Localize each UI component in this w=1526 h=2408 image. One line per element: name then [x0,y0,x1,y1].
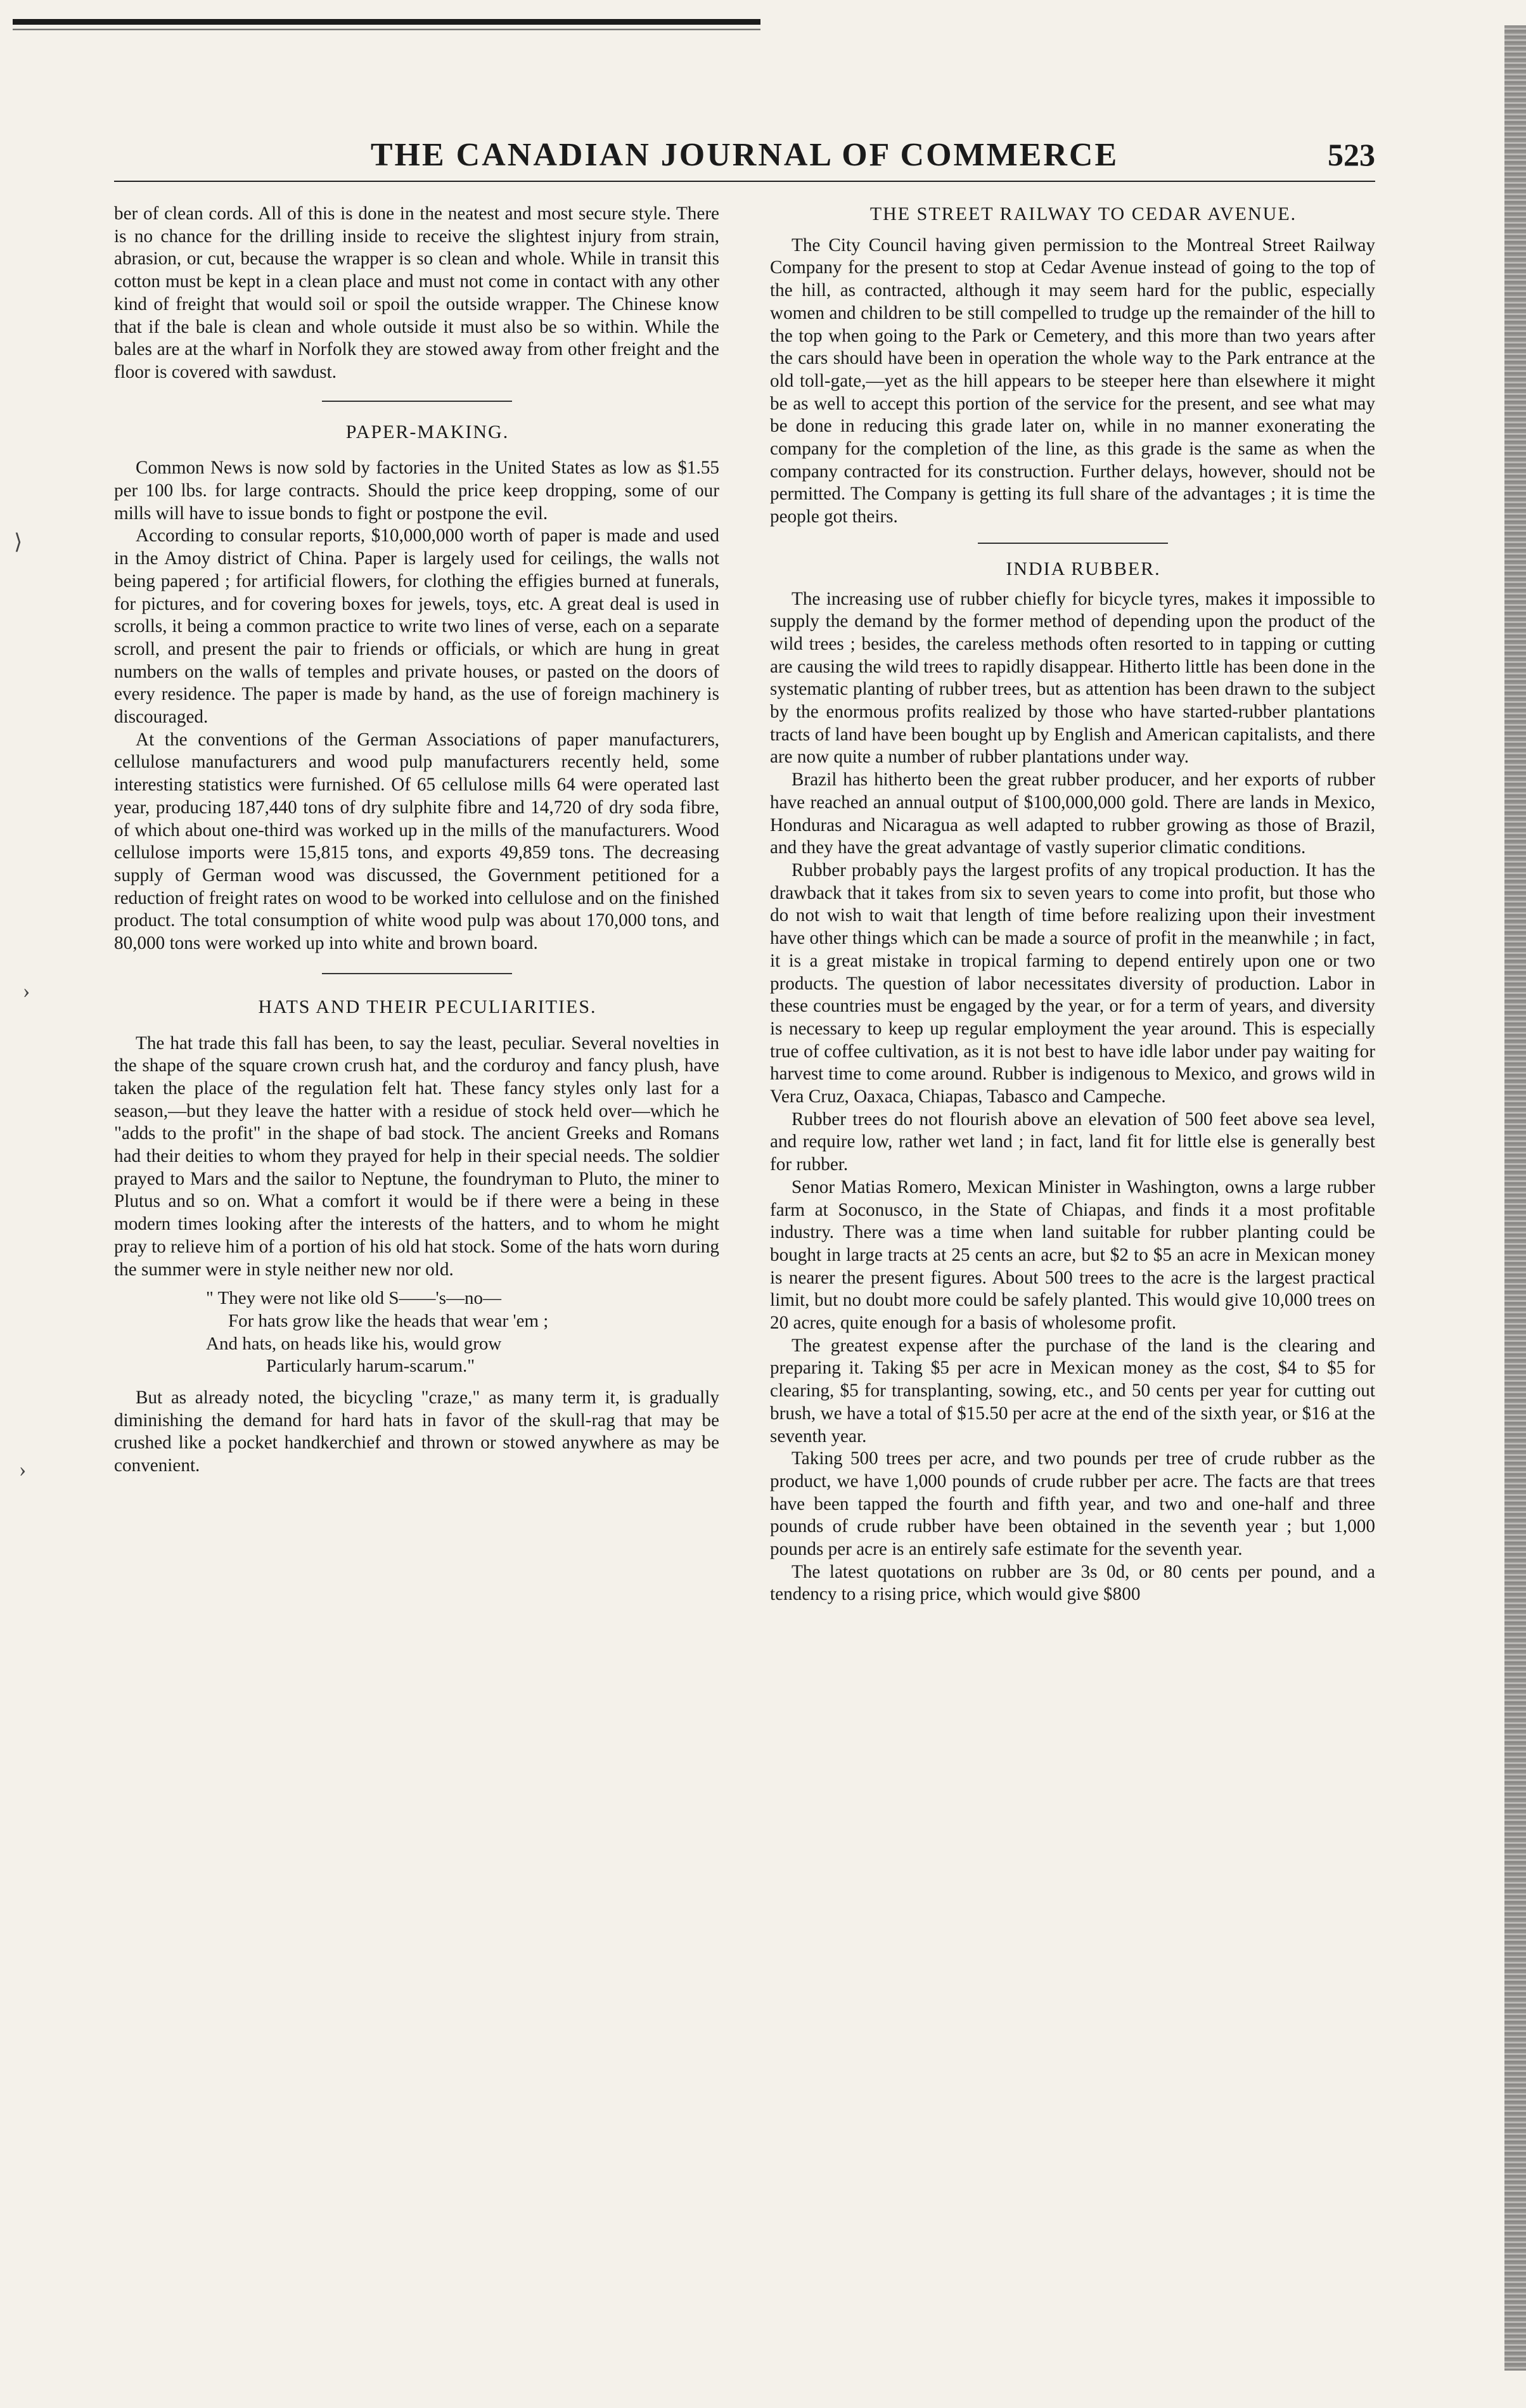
heading-india-rubber: INDIA RUBBER. [1006,558,1161,579]
poem [114,1287,719,1378]
page-header [114,136,1375,182]
heading-paper-making: PAPER-MAKING. [345,421,510,442]
paragraph: The increasing use of rubber chiefly for bicycle tyres, makes it impossible to supply the demand by the former method of depending upon the product of the wild trees ; besides, the careless methods often resorted to in tapping or cutting are causing the wild trees to rapidly disappear. Hitherto little has been done in the systematic planting of rubber trees, but as attention has been drawn to the subject by the enormous profits realized by those who have started-rubber plantations tracts of land have been bought up by English and American capitalists, and there are now quite a number of rubber plantations under way. [770,588,1375,768]
poem-line: And hats, on heads like his, would grow [206,1333,502,1354]
page-number: 523 [1328,137,1375,172]
paragraph: Rubber trees do not flourish above an elevation of 500 feet above sea level, and require low, rather wet land ; in fact, land fit for little else is generally best for rubber. [770,1109,1375,1175]
top-rule [13,19,760,33]
poem-line: Particularly harum-scarum." [266,1356,475,1377]
paragraph: Common News is now sold by factories in the United States as low as $1.55 per 100 lbs. for large contracts. Should the price keep dropping, some of our mills will have to issue bonds to fight or postpone the evil. [114,458,719,524]
poem-line: " They were not like old S——'s—no— [206,1288,501,1309]
paragraph: The latest quotations on rubber are 3s 0d, or 80 cents per pound, and a tendency to a rising price, which would give $800 [770,1561,1375,1605]
margin-mark: › [19,1458,27,1481]
poem-line: For hats grow like the heads that wear 'em ; [228,1310,549,1331]
margin-mark: › [23,979,30,1003]
paragraph: But as already noted, the bicycling "craze," as many term it, is gradually diminishing the demand for hard hats in favor of the skull-rag that may be crushed like a pocket handkerchief and thrown or stowed anywhere as may be convenient. [114,1387,719,1476]
binding-edge [1504,25,1526,2371]
paragraph: Rubber probably pays the largest profits of any tropical production. It has the drawback that it takes from six to seven years to come into profit, but those who do not wish to wait that length of time before realizing upon their investment have other things which can be made a source of profit in the meanwhile ; in fact, it is a great mistake in tropical farming to depend entirely upon one or two products. The question of labor necessitates diversity of production. Labor in these countries must be engaged by the year, or for a term of years, and diversity is necessary to keep up regular employment the year around. This is especially true of coffee cultivation, as it is not best to have idle labor under pay waiting for harvest time to come around. Rubber is indigenous to Mexico, and grows wild in Vera Cruz, Oaxaca, Chiapas, Tabasco and Campeche. [770,860,1375,1107]
margin-mark: ⟩ [14,531,23,554]
right-column [770,203,1375,1606]
paragraph: The hat trade this fall has been, to say the least, peculiar. Several novelties in the shape of the square crown crush hat, and the corduroy and fancy plush, have taken the place of the regulation felt hat. These fancy styles only last for a season,—but they leave the hatter with a residue of stock held over—which he "adds to the profit" in the shape of bad stock. The ancient Greeks and Romans had their deities to whom they prayed for help in their special needs. The soldier prayed to Mars and the sailor to Neptune, the foundryman to Pluto, the miner to Plutus and so on. What a comfort it would be if there were a being in these modern times looking after the interests of the hatters, and to whom he might pray to relieve him of a portion of his old hat stock. Some of the hats worn during the summer were in style neither new nor old. [114,1033,719,1280]
paragraph: Taking 500 trees per acre, and two pounds per tree of crude rubber as the product, we have 1,000 pounds of crude rubber per acre. The facts are that trees have been tapped the fourth and fifth year, and two and one-half and three pounds of crude rubber have been obtained in the seventh year ; but 1,000 pounds per acre is an entirely safe estimate for the seventh year. [770,1448,1375,1560]
paragraph: The greatest expense after the purchase of the land is the clearing and preparing it. Taking $5 per acre in Mexican money as the cost, $4 to $5 for clearing, $5 for transplanting, sowing, etc., and 50 cents per year for cutting out brush, we have a total of $15.50 per acre at the end of the sixth year, or $16 at the seventh year. [770,1335,1375,1446]
paragraph: Senor Matias Romero, Mexican Minister in Washington, owns a large rubber farm at Soconusco, in the State of Chiapas, and finds it a most profitable industry. There was a time when land suitable for rubber planting could be bought in large tracts at 25 cents an acre, but $2 to $5 an acre in Mexican money is nearer the present figures. About 500 trees to the acre is the largest practical limit, but no doubt more could be safely planted. This would give 10,000 trees on 20 acres, quite enough for a basis of wholesome profit. [770,1176,1375,1334]
section-divider [322,973,512,974]
paragraph: According to consular reports, $10,000,000 worth of paper is made and used in the Amoy district of China. Paper is largely used for ceilings, the walls not being papered ; for artificial flowers, for clothing the effigies burned at funerals, for pictures, and for covering boxes for jewels, toys, etc. A great deal is used in scrolls, it being a common practice to write two lines of verse, each on a separate scroll, and present the pair to friends or officials, or which are hung in great numbers on the walls of temples and private houses, or pasted on the doors of every residence. The paper is made by hand, as the use of foreign machinery is discouraged. [114,525,719,728]
article-continuation: ber of clean cords. All of this is done in the neatest and most secure style. There is no chance for the drilling inside to receive the slightest injury from strain, abrasion, or cut, because the wrapper is so clean and whole. While in transit this cotton must be kept in a clean place and must not come in contact with any other kind of freight that would soil or spoil the outside wrapper. The Chinese know that if the bale is clean and whole outside it must also be so within. While the bales are at the wharf in Norfolk they are stowed away from other freight and the floor is covered with sawdust. [114,203,719,382]
heading-street-railway: THE STREET RAILWAY TO CEDAR AVENUE. [869,203,1297,224]
paragraph: Brazil has hitherto been the great rubber producer, and her exports of rubber have reached an annual output of $100,000,000 gold. There are lands in Mexico, Honduras and Nicaragua as well adapted to rubber growing as those of Brazil, and they have the great advantage of vastly superior climatic conditions. [770,769,1375,858]
left-column [114,203,719,1478]
section-divider [322,401,512,402]
paragraph: At the conventions of the German Associations of paper manufacturers, cellulose manufacturers and wood pulp manufacturers recently held, some interesting statistics were furnished. Of 65 cellulose mills 64 were operated last year, producing 187,440 tons of dry sulphite fibre and 14,720 of dry soda fibre, of which about one-third was worked up in the mills of the manufacturers. Wood cellulose imports were 15,815 tons, and exports 49,859 tons. The decreasing supply of German wood was discussed, the Government petitioned for a reduction of freight rates on wood to be worked into cellulose and on the finished product. The total consumption of white wood pulp was about 170,000 tons, and 80,000 tons were worked up into white and brown board. [114,729,719,954]
section-divider [978,543,1168,544]
paragraph: The City Council having given permission to the Montreal Street Railway Company for the present to stop at Cedar Avenue instead of going to the top of the hill, as contracted, although it may seem hard for the public, especially women and children to be still compelled to trudge up the remainder of the hill to the top when going to the Park or Cemetery, and this more than two years after the cars should have been in operation the whole way to the Park entrance at the old toll-gate,—yet as the hill appears to be steeper here than elsewhere it might be as well to accept this portion of the service for the present, and see what may be done in reducing this grade later on, while in no manner exonerating the company for the completion of the line, as this grade is the same as when the company contracted for its construction. Further delays, however, should not be permitted. The Company is getting its full share of the advantages ; it is time the people got theirs. [770,235,1375,527]
journal-title: THE CANADIAN JOURNAL OF COMMERCE [370,137,1119,173]
heading-hats: HATS AND THEIR PECULIARITIES. [258,996,597,1017]
